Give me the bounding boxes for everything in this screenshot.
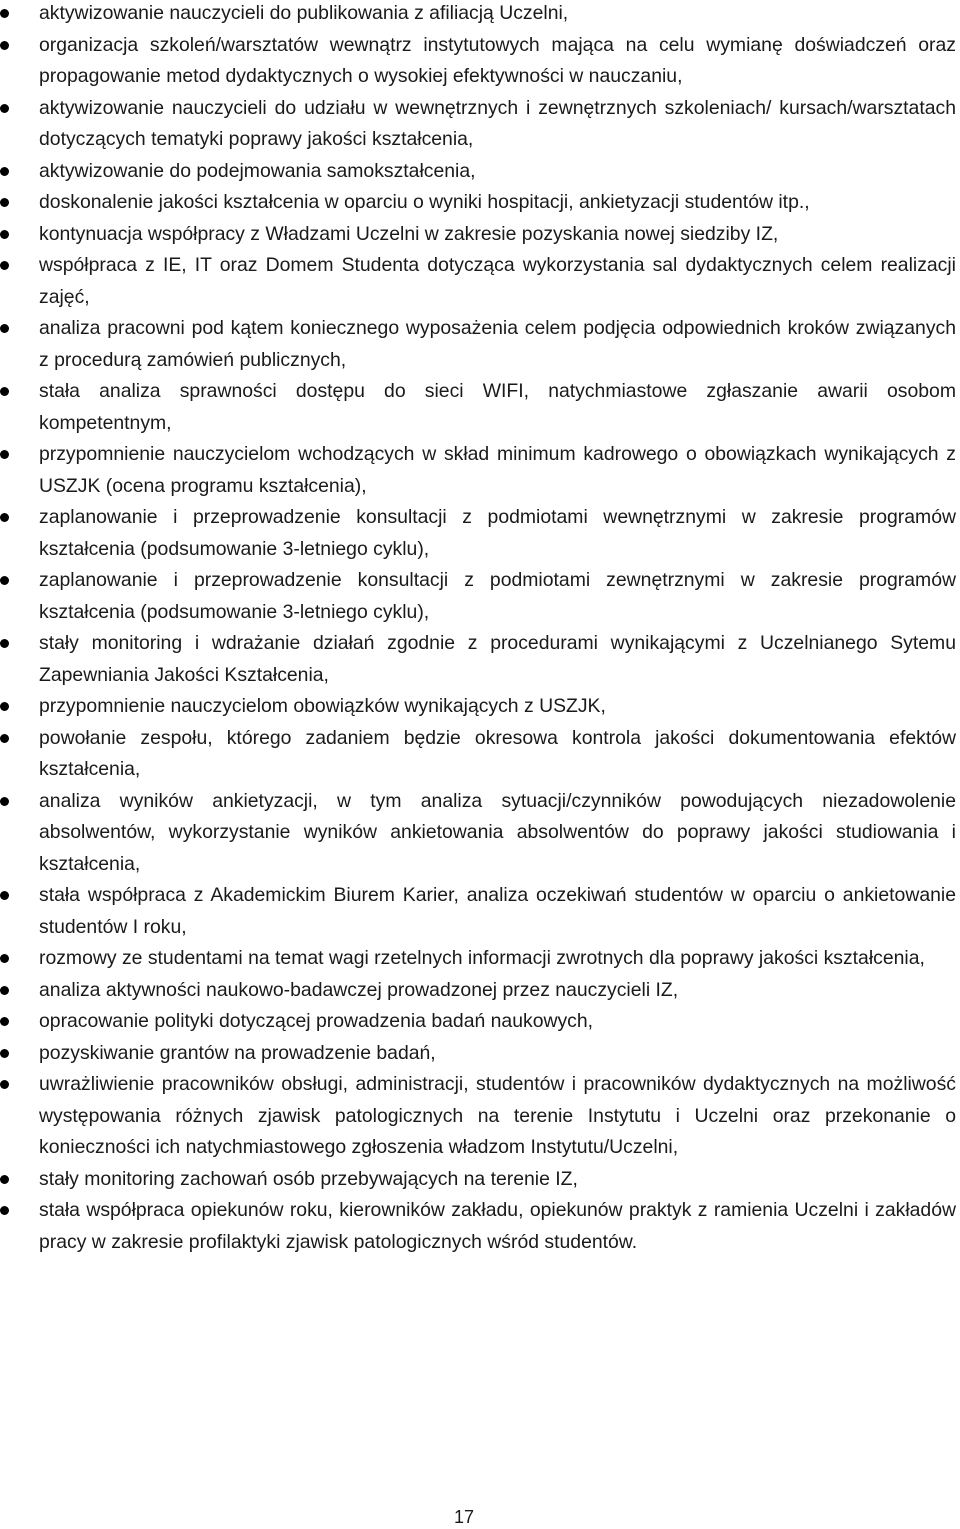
- bullet-icon: [0, 734, 9, 743]
- bullet-icon: [0, 986, 9, 995]
- list-item: [0, 156, 956, 188]
- list-item: [0, 313, 956, 376]
- bullet-icon: [0, 1206, 9, 1215]
- list-item: [0, 30, 956, 93]
- bullet-icon: [0, 387, 9, 396]
- list-item: [0, 943, 956, 975]
- list-item: [0, 786, 956, 881]
- bullet-icon: [0, 1049, 9, 1058]
- list-item: [0, 376, 956, 439]
- list-item-text: uwrażliwienie pracowników obsługi, administracji, studentów i pracowników dydaktycznych na możliwość występowania różnych zjawisk patologicznych na terenie Instytutu i Uczelni oraz przekonanie o konieczności ich natychmiastowego zgłoszenia władzom Instytutu/Uczelni,: [39, 1073, 956, 1158]
- bullet-icon: [0, 891, 9, 900]
- list-item-text: kontynuacja współpracy z Władzami Uczelni w zakresie pozyskania nowej siedziby IZ,: [39, 222, 779, 245]
- list-item-text: analiza wyników ankietyzacji, w tym analiza sytuacji/czynników powodujących niezadowolenie absolwentów, wykorzystanie wyników ankietowania absolwentów do poprawy jakości studiowania i kształcenia,: [39, 789, 956, 875]
- list-item-text: opracowanie polityki dotyczącej prowadzenia badań naukowych,: [39, 1010, 594, 1032]
- list-item-text: analiza aktywności naukowo-badawczej prowadzonej przez nauczycieli IZ,: [39, 978, 679, 1001]
- bullet-icon: [0, 797, 9, 806]
- list-item-text: przypomnienie nauczycielom wchodzących w skład minimum kadrowego o obowiązkach wynikających z USZJK (ocena programu kształcenia),: [39, 443, 956, 497]
- list-item: [0, 93, 956, 156]
- bullet-icon: [0, 324, 9, 333]
- bullet-icon: [0, 450, 9, 459]
- bullet-icon: [0, 954, 9, 963]
- list-item: [0, 439, 956, 502]
- bullet-icon: [0, 104, 9, 113]
- list-item-text: przypomnienie nauczycielom obowiązków wynikających z USZJK,: [39, 695, 606, 717]
- list-item: [0, 1038, 956, 1070]
- list-item: [0, 1164, 956, 1196]
- list-item-text: pozyskiwanie grantów na prowadzenie badań,: [39, 1041, 436, 1064]
- bullet-icon: [0, 513, 9, 522]
- list-item: [0, 975, 956, 1007]
- bullet-icon: [0, 1017, 9, 1026]
- bullet-icon: [0, 41, 9, 50]
- list-item-text: aktywizowanie do podejmowania samokształcenia,: [39, 159, 476, 182]
- bullet-icon: [0, 9, 9, 18]
- bullet-icon: [0, 639, 9, 648]
- list-item: [0, 628, 956, 691]
- bullet-icon: [0, 1080, 9, 1089]
- list-item: [0, 1006, 956, 1038]
- list-item: [0, 880, 956, 943]
- bullet-icon: [0, 1175, 9, 1184]
- list-item: [0, 565, 956, 628]
- list-item-text: stały monitoring i wdrażanie działań zgodnie z procedurami wynikającymi z Uczelnianego Sytemu Zapewniania Jakości Kształcenia,: [39, 632, 956, 686]
- list-item-text: rozmowy ze studentami na temat wagi rzetelnych informacji zwrotnych dla poprawy jakości kształcenia,: [39, 947, 925, 969]
- list-item-text: współpraca z IE, IT oraz Domem Studenta dotycząca wykorzystania sal dydaktycznych celem realizacji zajęć,: [39, 254, 956, 308]
- list-item-text: zaplanowanie i przeprowadzenie konsultacji z podmiotami zewnętrznymi w zakresie programów kształcenia (podsumowanie 3-letniego cyklu),: [39, 569, 956, 623]
- list-item-text: doskonalenie jakości kształcenia w oparciu o wyniki hospitacji, ankietyzacji studentów itp.,: [39, 191, 810, 213]
- list-item: [0, 691, 956, 723]
- bullet-icon: [0, 576, 9, 585]
- list-item: [0, 250, 956, 313]
- bullet-icon: [0, 230, 9, 239]
- list-item-text: stała analiza sprawności dostępu do sieci WIFI, natychmiastowe zgłaszanie awarii osobom kompetentnym,: [39, 380, 956, 434]
- list-item: [0, 502, 956, 565]
- list-item-text: aktywizowanie nauczycieli do udziału w wewnętrznych i zewnętrznych szkoleniach/ kursach/warsztatach dotyczących tematyki poprawy jakości kształcenia,: [39, 96, 956, 150]
- list-item-text: stała współpraca z Akademickim Biurem Karier, analiza oczekiwań studentów w oparciu o ankietowanie studentów I roku,: [39, 884, 956, 938]
- list-item: [0, 1195, 956, 1258]
- list-item: [0, 187, 956, 219]
- bullet-icon: [0, 702, 9, 711]
- list-item: [0, 219, 956, 251]
- page-number: 17: [453, 1507, 475, 1527]
- list-item-text: zaplanowanie i przeprowadzenie konsultacji z podmiotami wewnętrznymi w zakresie programów kształcenia (podsumowanie 3-letniego cyklu),: [39, 506, 956, 560]
- list-item-text: analiza pracowni pod kątem koniecznego wyposażenia celem podjęcia odpowiednich kroków związanych z procedurą zamówień publicznych,: [39, 317, 956, 371]
- list-item-text: stała współpraca opiekunów roku, kierowników zakładu, opiekunów praktyk z ramienia Uczelni i zakładów pracy w zakresie profilaktyki zjawisk patologicznych wśród studentów.: [39, 1199, 956, 1253]
- list-item: [0, 723, 956, 786]
- list-item: [0, 1069, 956, 1164]
- bullet-icon: [0, 198, 9, 207]
- bullet-icon: [0, 167, 9, 176]
- list-item-text: organizacja szkoleń/warsztatów wewnątrz instytutowych mająca na celu wymianę doświadczeń oraz propagowanie metod dydaktycznych o wysokiej efektywności w nauczaniu,: [39, 33, 956, 87]
- bullet-icon: [0, 261, 9, 270]
- list-item: [0, 0, 956, 30]
- list-item-text: aktywizowanie nauczycieli do publikowania z afiliacją Uczelni,: [39, 2, 569, 24]
- list-item-text: stały monitoring zachowań osób przebywających na terenie IZ,: [39, 1167, 578, 1190]
- list-item-text: powołanie zespołu, którego zadaniem będzie okresowa kontrola jakości dokumentowania efektów kształcenia,: [39, 726, 956, 780]
